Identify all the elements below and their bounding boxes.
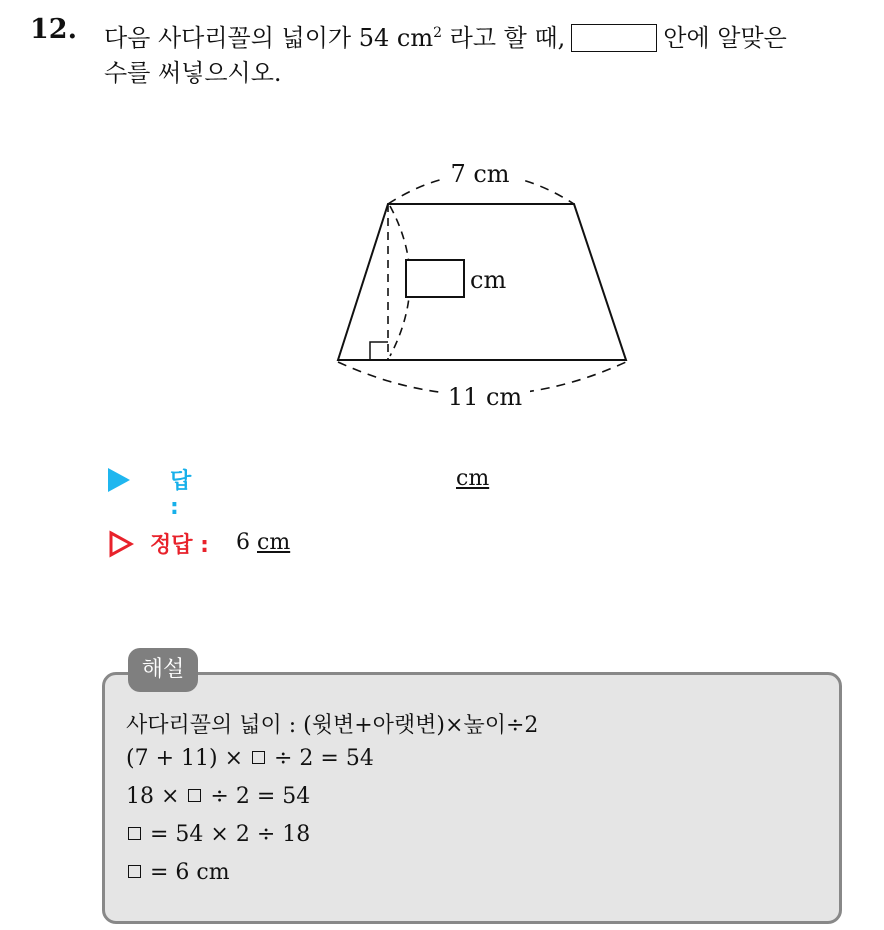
- question-number: 12.: [30, 14, 77, 45]
- blank-square-icon: [252, 751, 265, 764]
- blank-box: [571, 24, 657, 52]
- blank-square-icon: [188, 789, 201, 802]
- answer-unit: cm: [456, 466, 490, 491]
- solution-line-2: [126, 746, 374, 771]
- question-text-c: 안에 알맞은: [663, 24, 787, 52]
- solution-line-2a: (7 + 11) ×: [126, 746, 250, 771]
- question-text-a: 다음 사다리꼴의 넓이가 54 cm: [104, 24, 434, 52]
- solution-line-4b: = 54 × 2 ÷ 18: [143, 822, 311, 847]
- play-outline-icon: [108, 530, 134, 558]
- solution-line-3b: ÷ 2 = 54: [203, 784, 311, 809]
- question-text-b: 라고 할 때,: [442, 24, 566, 52]
- solution-line-3: [126, 784, 310, 809]
- trapezoid-figure: [300, 150, 640, 420]
- correct-value: [236, 530, 290, 555]
- height-unit: cm: [470, 266, 507, 294]
- solution-tag: 해설: [128, 648, 198, 692]
- blank-square-icon: [128, 827, 141, 840]
- height-blank-box: [406, 260, 464, 297]
- question-line-2: 수를 써넣으시오.: [104, 59, 282, 87]
- correct-unit: cm: [257, 530, 291, 555]
- solution-line-1: 사다리꼴의 넓이 : (윗변+아랫변)×높이÷2: [126, 713, 539, 738]
- solution-line-4: [126, 822, 310, 847]
- blank-square-icon: [128, 865, 141, 878]
- correct-label: 정답 :: [150, 533, 209, 558]
- top-label: 7 cm: [450, 160, 510, 188]
- solution-line-3a: 18 ×: [126, 784, 187, 809]
- play-filled-icon: [108, 468, 130, 492]
- correct-number: 6: [236, 530, 250, 555]
- solution-line-5b: = 6 cm: [143, 860, 230, 885]
- bottom-label: 11 cm: [447, 383, 523, 411]
- superscript-2: 2: [433, 25, 443, 41]
- right-angle-mark: [370, 342, 388, 360]
- question-line-1: [104, 18, 787, 54]
- solution-line-2b: ÷ 2 = 54: [267, 746, 374, 771]
- solution-line-5: [126, 860, 230, 885]
- answer-label: 답 :: [170, 469, 192, 520]
